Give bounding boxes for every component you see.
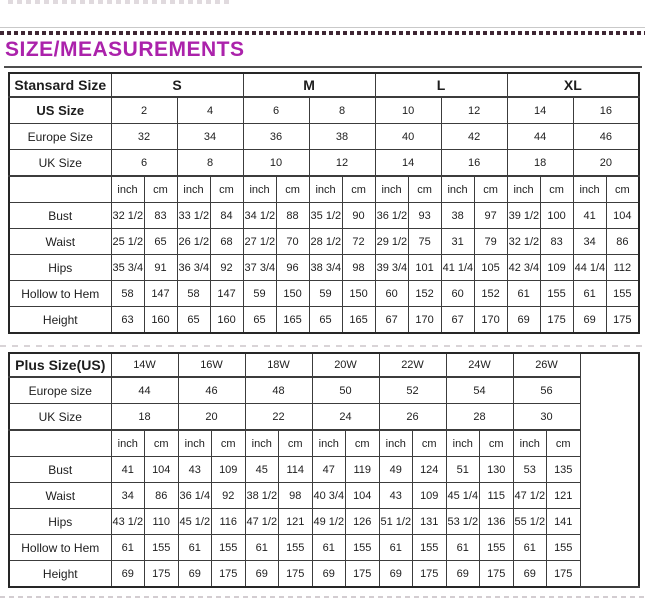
table-cell: 92 xyxy=(210,255,243,281)
table-cell: 43 xyxy=(379,483,413,509)
table-cell: 83 xyxy=(144,203,177,229)
table-cell: 83 xyxy=(540,229,573,255)
table-cell: 60 xyxy=(441,281,474,307)
table-row xyxy=(9,307,639,334)
table-row xyxy=(9,150,639,177)
table-cell: 65 xyxy=(243,307,276,334)
row-label-cell: Waist xyxy=(9,229,111,255)
table-cell: 25 1/2 xyxy=(111,229,144,255)
table-cell: 22W xyxy=(379,353,446,377)
row-label-cell: Bust xyxy=(9,457,111,483)
table-cell: 16W xyxy=(178,353,245,377)
table-cell: 61 xyxy=(245,535,279,561)
table-cell: 61 xyxy=(446,535,480,561)
row-label-cell xyxy=(9,176,111,203)
table-cell: 67 xyxy=(375,307,408,334)
row-label-cell: Hips xyxy=(9,255,111,281)
table-cell: 48 xyxy=(245,377,312,404)
row-label-cell: Bust xyxy=(9,203,111,229)
table-cell: inch xyxy=(507,176,540,203)
table-cell: 42 3/4 xyxy=(507,255,540,281)
table-cell: 20 xyxy=(573,150,639,177)
table-cell: 16 xyxy=(573,97,639,124)
title-underline xyxy=(4,66,642,68)
table-cell: 79 xyxy=(474,229,507,255)
table-cell: 10 xyxy=(375,97,441,124)
table-cell: 69 xyxy=(507,307,540,334)
table-cell: 38 3/4 xyxy=(309,255,342,281)
table-cell: 70 xyxy=(276,229,309,255)
table-cell: M xyxy=(243,73,375,97)
table-cell: 61 xyxy=(379,535,413,561)
table-cell: 44 1/4 xyxy=(573,255,606,281)
table-cell: 175 xyxy=(480,561,514,588)
table-cell: 43 xyxy=(178,457,212,483)
table-row xyxy=(9,377,639,404)
table-cell: 33 1/2 xyxy=(177,203,210,229)
table-cell: 98 xyxy=(279,483,313,509)
table-cell: 16 xyxy=(441,150,507,177)
table-cell: 32 1/2 xyxy=(111,203,144,229)
table-cell: 41 xyxy=(573,203,606,229)
table-cell: 165 xyxy=(276,307,309,334)
table-cell: 59 xyxy=(243,281,276,307)
table-cell: 155 xyxy=(547,535,581,561)
table-cell: 56 xyxy=(513,377,580,404)
dashed-separator-top xyxy=(0,31,645,35)
table-cell: 155 xyxy=(279,535,313,561)
table-cell: 51 1/2 xyxy=(379,509,413,535)
table-cell: inch xyxy=(177,176,210,203)
table-cell: 75 xyxy=(408,229,441,255)
table-cell: 35 3/4 xyxy=(111,255,144,281)
table-row xyxy=(9,229,639,255)
table-cell: cm xyxy=(606,176,639,203)
table-cell: 51 xyxy=(446,457,480,483)
table-cell: 46 xyxy=(573,124,639,150)
table-cell: 39 1/2 xyxy=(507,203,540,229)
table-cell: 126 xyxy=(346,509,380,535)
table-cell: 86 xyxy=(606,229,639,255)
table-cell: XL xyxy=(507,73,639,97)
table-cell: 40 xyxy=(375,124,441,150)
table-cell: 160 xyxy=(144,307,177,334)
table-cell: inch xyxy=(441,176,474,203)
table-cell: 4 xyxy=(177,97,243,124)
table-cell: 49 xyxy=(379,457,413,483)
table-cell: 39 3/4 xyxy=(375,255,408,281)
table-cell: 165 xyxy=(342,307,375,334)
table-cell: 8 xyxy=(177,150,243,177)
table-cell: 69 xyxy=(245,561,279,588)
table-cell: 116 xyxy=(212,509,246,535)
table-cell: 36 xyxy=(243,124,309,150)
table-cell: 155 xyxy=(145,535,179,561)
table-cell: cm xyxy=(540,176,573,203)
table-cell: 61 xyxy=(507,281,540,307)
table-cell: 18W xyxy=(245,353,312,377)
table-cell: 34 xyxy=(573,229,606,255)
table-cell: cm xyxy=(342,176,375,203)
table-cell: 60 xyxy=(375,281,408,307)
table-cell: 45 1/4 xyxy=(446,483,480,509)
table-cell: 36 1/2 xyxy=(375,203,408,229)
table-cell: 84 xyxy=(210,203,243,229)
table-cell: 152 xyxy=(474,281,507,307)
table-row xyxy=(9,483,639,509)
table-cell: 50 xyxy=(312,377,379,404)
table-cell: 96 xyxy=(276,255,309,281)
table-cell: 175 xyxy=(540,307,573,334)
table-cell: 160 xyxy=(210,307,243,334)
table-cell: 41 xyxy=(111,457,145,483)
table-cell: 175 xyxy=(547,561,581,588)
table-cell: 45 xyxy=(245,457,279,483)
table-cell: 155 xyxy=(413,535,447,561)
table-cell: 44 xyxy=(507,124,573,150)
table-cell: 109 xyxy=(212,457,246,483)
table-cell: 97 xyxy=(474,203,507,229)
table-cell: inch xyxy=(379,430,413,457)
table-cell: 141 xyxy=(547,509,581,535)
cutoff-text-fragment xyxy=(8,0,233,4)
table-row xyxy=(9,203,639,229)
table-cell: 109 xyxy=(413,483,447,509)
table-cell: inch xyxy=(513,430,547,457)
row-label-cell: Stansard Size xyxy=(9,73,111,97)
dashed-separator-middle xyxy=(0,345,645,347)
table-row xyxy=(9,561,639,588)
table-cell: 53 1/2 xyxy=(446,509,480,535)
table-cell: 109 xyxy=(540,255,573,281)
row-label-cell: Europe Size xyxy=(9,124,111,150)
table-cell: inch xyxy=(309,176,342,203)
table-cell: inch xyxy=(375,176,408,203)
table-cell: 45 1/2 xyxy=(178,509,212,535)
table-cell: 28 1/2 xyxy=(309,229,342,255)
table-cell: 124 xyxy=(413,457,447,483)
table-cell: 58 xyxy=(177,281,210,307)
table-cell: 114 xyxy=(279,457,313,483)
table-cell: cm xyxy=(210,176,243,203)
table-cell: 43 1/2 xyxy=(111,509,145,535)
table-cell: 34 xyxy=(177,124,243,150)
row-label-cell: Hips xyxy=(9,509,111,535)
table-cell: 38 xyxy=(441,203,474,229)
table-cell: 175 xyxy=(346,561,380,588)
table-cell: 18 xyxy=(507,150,573,177)
table-cell: 121 xyxy=(279,509,313,535)
table-cell: cm xyxy=(408,176,441,203)
table-cell: 58 xyxy=(111,281,144,307)
table-cell: S xyxy=(111,73,243,97)
table-cell: 170 xyxy=(474,307,507,334)
row-label-cell: US Size xyxy=(9,97,111,124)
empty-cell xyxy=(580,353,639,587)
table-cell: 155 xyxy=(480,535,514,561)
table-cell: 30 xyxy=(513,404,580,431)
table-cell: 155 xyxy=(346,535,380,561)
table-cell: cm xyxy=(144,176,177,203)
table-cell: 135 xyxy=(547,457,581,483)
table-cell: 152 xyxy=(408,281,441,307)
table-cell: 155 xyxy=(540,281,573,307)
dashed-separator-bottom xyxy=(0,596,645,598)
table-cell: 98 xyxy=(342,255,375,281)
table-cell: 37 3/4 xyxy=(243,255,276,281)
table-cell: cm xyxy=(145,430,179,457)
table-cell: 155 xyxy=(212,535,246,561)
table-cell: 131 xyxy=(413,509,447,535)
table-cell: 2 xyxy=(111,97,177,124)
table-cell: 38 1/2 xyxy=(245,483,279,509)
table-cell: 150 xyxy=(342,281,375,307)
table-cell: 69 xyxy=(379,561,413,588)
table-cell: 18 xyxy=(111,404,178,431)
table-cell: 175 xyxy=(279,561,313,588)
table-cell: 20 xyxy=(178,404,245,431)
table-cell: 54 xyxy=(446,377,513,404)
table-cell: 175 xyxy=(606,307,639,334)
table-cell: inch xyxy=(111,430,145,457)
table-cell: 67 xyxy=(441,307,474,334)
table-cell: 61 xyxy=(312,535,346,561)
table-cell: 8 xyxy=(309,97,375,124)
row-label-cell: Waist xyxy=(9,483,111,509)
table-cell: 112 xyxy=(606,255,639,281)
table-cell: cm xyxy=(480,430,514,457)
table-cell: 44 xyxy=(111,377,178,404)
table-row xyxy=(9,404,639,431)
table-cell: 86 xyxy=(145,483,179,509)
separator-gray-line xyxy=(0,27,645,28)
table-cell: 175 xyxy=(145,561,179,588)
table-cell: inch xyxy=(573,176,606,203)
table-cell: 46 xyxy=(178,377,245,404)
table-row xyxy=(9,97,639,124)
row-label-cell: Hollow to Hem xyxy=(9,281,111,307)
table-row xyxy=(9,255,639,281)
table-cell: 53 xyxy=(513,457,547,483)
table-cell: L xyxy=(375,73,507,97)
table-row xyxy=(9,353,639,377)
table-cell: 6 xyxy=(111,150,177,177)
table-cell: 36 3/4 xyxy=(177,255,210,281)
table-cell: 10 xyxy=(243,150,309,177)
table-cell: 26W xyxy=(513,353,580,377)
page-title: SIZE/MEASUREMENTS xyxy=(5,38,245,61)
table-cell: 72 xyxy=(342,229,375,255)
table-cell: 35 1/2 xyxy=(309,203,342,229)
row-label-cell: UK Size xyxy=(9,404,111,431)
table-cell: 130 xyxy=(480,457,514,483)
table-cell: 59 xyxy=(309,281,342,307)
table-cell: inch xyxy=(312,430,346,457)
table-cell: 14 xyxy=(375,150,441,177)
table-cell: cm xyxy=(547,430,581,457)
standard-size-table xyxy=(8,72,640,334)
table-cell: 12 xyxy=(309,150,375,177)
table-cell: 104 xyxy=(606,203,639,229)
table-cell: 69 xyxy=(178,561,212,588)
table-cell: 52 xyxy=(379,377,446,404)
table-cell: 69 xyxy=(111,561,145,588)
table-cell: 41 1/4 xyxy=(441,255,474,281)
table-row xyxy=(9,535,639,561)
table-cell: 32 1/2 xyxy=(507,229,540,255)
table-row xyxy=(9,430,639,457)
table-cell: 42 xyxy=(441,124,507,150)
table-cell: 110 xyxy=(145,509,179,535)
table-cell: 91 xyxy=(144,255,177,281)
table-cell: cm xyxy=(276,176,309,203)
table-cell: 170 xyxy=(408,307,441,334)
table-cell: 20W xyxy=(312,353,379,377)
table-cell: 24W xyxy=(446,353,513,377)
table-cell: 90 xyxy=(342,203,375,229)
table-cell: 121 xyxy=(547,483,581,509)
row-label-cell: Height xyxy=(9,307,111,334)
table-cell: 101 xyxy=(408,255,441,281)
table-cell: 55 1/2 xyxy=(513,509,547,535)
table-cell: inch xyxy=(178,430,212,457)
row-label-cell: Europe size xyxy=(9,377,111,404)
table-cell: 31 xyxy=(441,229,474,255)
table-cell: 28 xyxy=(446,404,513,431)
table-cell: 47 1/2 xyxy=(245,509,279,535)
row-label-cell: UK Size xyxy=(9,150,111,177)
row-label-cell xyxy=(9,430,111,457)
table-cell: 147 xyxy=(144,281,177,307)
table-row xyxy=(9,509,639,535)
table-cell: 65 xyxy=(177,307,210,334)
table-cell: 119 xyxy=(346,457,380,483)
table-cell: 147 xyxy=(210,281,243,307)
table-cell: 61 xyxy=(178,535,212,561)
table-cell: 61 xyxy=(513,535,547,561)
table-cell: 65 xyxy=(144,229,177,255)
table-cell: 61 xyxy=(573,281,606,307)
table-cell: cm xyxy=(279,430,313,457)
table-cell: cm xyxy=(474,176,507,203)
table-cell: 12 xyxy=(441,97,507,124)
table-cell: 34 1/2 xyxy=(243,203,276,229)
table-row xyxy=(9,457,639,483)
table-cell: 65 xyxy=(309,307,342,334)
table-cell: 22 xyxy=(245,404,312,431)
table-cell: 155 xyxy=(606,281,639,307)
table-cell: 36 1/4 xyxy=(178,483,212,509)
table-cell: 47 1/2 xyxy=(513,483,547,509)
table-cell: 69 xyxy=(513,561,547,588)
row-label-cell: Hollow to Hem xyxy=(9,535,111,561)
table-cell: inch xyxy=(243,176,276,203)
table-cell: 47 xyxy=(312,457,346,483)
table-cell: cm xyxy=(346,430,380,457)
table-cell: 104 xyxy=(145,457,179,483)
table-cell: inch xyxy=(111,176,144,203)
table-cell: 68 xyxy=(210,229,243,255)
table-cell: cm xyxy=(413,430,447,457)
table-cell: 27 1/2 xyxy=(243,229,276,255)
table-cell: 29 1/2 xyxy=(375,229,408,255)
table-cell: 14 xyxy=(507,97,573,124)
table-cell: 175 xyxy=(413,561,447,588)
table-cell: 104 xyxy=(346,483,380,509)
table-cell: 14W xyxy=(111,353,178,377)
row-label-cell: Height xyxy=(9,561,111,588)
table-cell: inch xyxy=(446,430,480,457)
table-cell: 6 xyxy=(243,97,309,124)
table-cell: 38 xyxy=(309,124,375,150)
row-label-cell: Plus Size(US) xyxy=(9,353,111,377)
table-cell: cm xyxy=(212,430,246,457)
table-cell: 40 3/4 xyxy=(312,483,346,509)
table-cell: inch xyxy=(245,430,279,457)
table-cell: 49 1/2 xyxy=(312,509,346,535)
table-cell: 115 xyxy=(480,483,514,509)
table-cell: 26 xyxy=(379,404,446,431)
table-cell: 175 xyxy=(212,561,246,588)
table-cell: 63 xyxy=(111,307,144,334)
table-cell: 26 1/2 xyxy=(177,229,210,255)
table-cell: 105 xyxy=(474,255,507,281)
table-cell: 61 xyxy=(111,535,145,561)
table-cell: 69 xyxy=(446,561,480,588)
table-row xyxy=(9,281,639,307)
table-cell: 34 xyxy=(111,483,145,509)
table-cell: 92 xyxy=(212,483,246,509)
table-cell: 100 xyxy=(540,203,573,229)
table-row xyxy=(9,176,639,203)
table-cell: 69 xyxy=(312,561,346,588)
table-cell: 93 xyxy=(408,203,441,229)
table-row xyxy=(9,73,639,97)
table-cell: 88 xyxy=(276,203,309,229)
table-cell: 150 xyxy=(276,281,309,307)
plus-size-table xyxy=(8,352,640,588)
table-cell: 136 xyxy=(480,509,514,535)
table-cell: 32 xyxy=(111,124,177,150)
table-cell: 24 xyxy=(312,404,379,431)
table-row xyxy=(9,124,639,150)
table-cell: 69 xyxy=(573,307,606,334)
